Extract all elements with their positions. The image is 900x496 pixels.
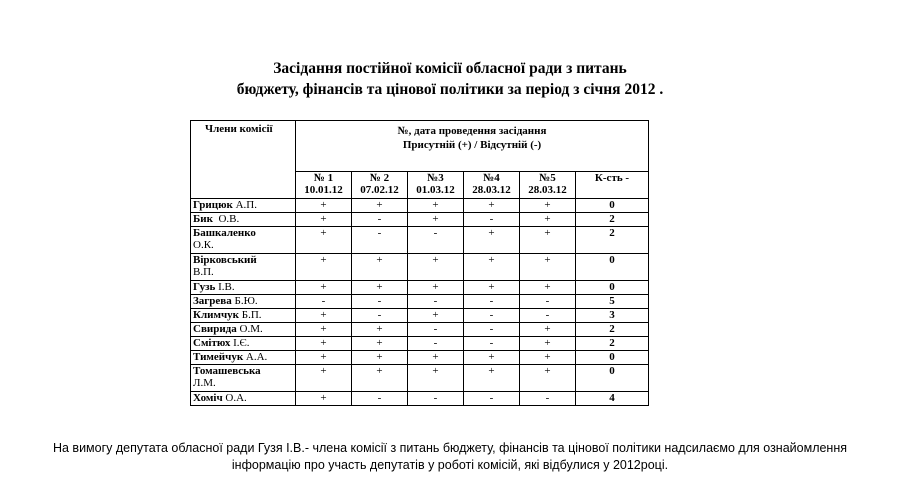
attendance-mark: + xyxy=(464,254,520,281)
attendance-mark: + xyxy=(408,351,464,365)
meeting-number: № 1 xyxy=(313,172,334,184)
attendance-mark: + xyxy=(296,351,352,365)
meeting-header-3 xyxy=(408,172,464,199)
attendance-mark: + xyxy=(520,281,576,295)
member-initials: Б.П. xyxy=(239,309,262,321)
member-name xyxy=(191,213,296,227)
table-row xyxy=(191,309,649,323)
attendance-mark: - xyxy=(520,295,576,309)
attendance-mark: + xyxy=(464,281,520,295)
member-surname: Свирида xyxy=(193,323,237,335)
absence-count: 0 xyxy=(576,281,649,295)
member-name xyxy=(191,254,296,281)
member-surname: Томашевська xyxy=(193,365,261,377)
attendance-mark: - xyxy=(408,392,464,406)
attendance-mark: - xyxy=(408,337,464,351)
absence-count: 5 xyxy=(576,295,649,309)
attendance-mark: - xyxy=(464,392,520,406)
attendance-mark: + xyxy=(520,213,576,227)
member-initials: О.К. xyxy=(193,239,214,251)
attendance-mark: + xyxy=(352,365,408,392)
member-initials: Л.М. xyxy=(193,377,216,389)
attendance-mark: + xyxy=(464,365,520,392)
table-row xyxy=(191,295,649,309)
attendance-mark: + xyxy=(352,199,408,213)
attendance-mark: + xyxy=(408,199,464,213)
absence-count: 0 xyxy=(576,254,649,281)
caption-line-2: Присутній (+) / Відсутній (-) xyxy=(402,139,542,151)
attendance-mark: - xyxy=(352,309,408,323)
absence-count: 0 xyxy=(576,199,649,213)
meeting-number: №3 xyxy=(427,172,444,184)
absence-count: 2 xyxy=(576,337,649,351)
absence-count: 0 xyxy=(576,365,649,392)
member-surname: Бик xyxy=(193,213,213,225)
footer-line-2: інформацію про участь депутатів у роботі комісій, які відбулися у 2012році. xyxy=(231,458,669,472)
attendance-mark: - xyxy=(464,323,520,337)
member-name xyxy=(191,392,296,406)
member-name xyxy=(191,227,296,254)
meeting-date: 07.02.12 xyxy=(360,184,399,196)
attendance-mark: + xyxy=(408,254,464,281)
meeting-header-4 xyxy=(464,172,520,199)
member-initials: О.М. xyxy=(236,323,263,335)
attendance-mark: + xyxy=(520,199,576,213)
absence-count: 2 xyxy=(576,213,649,227)
member-name xyxy=(191,365,296,392)
attendance-mark: + xyxy=(520,337,576,351)
table-row xyxy=(191,213,649,227)
attendance-mark: - xyxy=(352,295,408,309)
attendance-mark: + xyxy=(464,351,520,365)
attendance-mark: - xyxy=(520,309,576,323)
attendance-mark: - xyxy=(296,295,352,309)
member-surname: Смітюх xyxy=(193,337,231,349)
attendance-mark: + xyxy=(352,254,408,281)
attendance-mark: - xyxy=(520,392,576,406)
count-header: К-сть - xyxy=(576,172,649,199)
members-header: Члени комісії xyxy=(191,121,296,199)
attendance-mark: + xyxy=(296,392,352,406)
attendance-mark: + xyxy=(296,365,352,392)
member-initials: О.А. xyxy=(222,392,247,404)
attendance-mark: + xyxy=(520,323,576,337)
attendance-mark: + xyxy=(352,323,408,337)
member-name xyxy=(191,323,296,337)
member-surname: Хоміч xyxy=(193,392,223,404)
meeting-date: 10.01.12 xyxy=(304,184,343,196)
attendance-mark: - xyxy=(352,227,408,254)
member-surname: Тимейчук xyxy=(193,351,244,363)
member-name xyxy=(191,309,296,323)
attendance-mark: + xyxy=(352,281,408,295)
attendance-mark: + xyxy=(408,365,464,392)
member-surname: Загрева xyxy=(193,295,232,307)
meeting-date: 01.03.12 xyxy=(416,184,455,196)
meeting-header-1 xyxy=(296,172,352,199)
meeting-date: 28.03.12 xyxy=(472,184,511,196)
absence-count: 3 xyxy=(576,309,649,323)
attendance-mark: - xyxy=(464,337,520,351)
member-surname: Грицюк xyxy=(193,199,233,211)
member-initials: В.П. xyxy=(193,266,214,278)
attendance-mark: + xyxy=(296,227,352,254)
member-surname: Гузь xyxy=(193,281,216,293)
attendance-mark: + xyxy=(520,227,576,254)
attendance-mark: + xyxy=(520,365,576,392)
attendance-mark: + xyxy=(408,281,464,295)
member-initials: І.Є. xyxy=(230,337,250,349)
member-name xyxy=(191,199,296,213)
attendance-mark: + xyxy=(352,337,408,351)
table-row xyxy=(191,365,649,392)
member-name xyxy=(191,295,296,309)
table-row xyxy=(191,351,649,365)
footer-note xyxy=(0,440,900,474)
member-name xyxy=(191,351,296,365)
attendance-mark: + xyxy=(296,213,352,227)
document-title xyxy=(0,58,900,100)
attendance-mark: - xyxy=(464,213,520,227)
member-initials: А.А. xyxy=(243,351,268,363)
member-initials: І.В. xyxy=(215,281,235,293)
table-row xyxy=(191,323,649,337)
meeting-number: № 2 xyxy=(369,172,390,184)
attendance-mark: - xyxy=(408,295,464,309)
footer-line-1: На вимогу депутата обласної ради Гузя І.В.- члена комісії з питань бюджету, фінансів та цінової політики надсилаємо для ознайомлення xyxy=(52,441,848,455)
meeting-header-5 xyxy=(520,172,576,199)
attendance-mark: + xyxy=(296,309,352,323)
table-row xyxy=(191,227,649,254)
member-initials: О.В. xyxy=(212,213,240,225)
absence-count: 0 xyxy=(576,351,649,365)
attendance-mark: + xyxy=(352,351,408,365)
table-row xyxy=(191,281,649,295)
attendance-mark: + xyxy=(296,281,352,295)
attendance-mark: + xyxy=(464,199,520,213)
member-initials: Б.Ю. xyxy=(231,295,258,307)
table-row xyxy=(191,337,649,351)
table-row xyxy=(191,254,649,281)
meeting-date: 28.03.12 xyxy=(528,184,567,196)
attendance-mark: - xyxy=(408,323,464,337)
absence-count: 4 xyxy=(576,392,649,406)
member-surname: Вірковський xyxy=(193,254,257,266)
attendance-mark: - xyxy=(464,309,520,323)
title-line-2: бюджету, фінансів та цінової політики за період з січня 2012 . xyxy=(236,81,664,98)
member-name xyxy=(191,337,296,351)
attendance-mark: + xyxy=(408,309,464,323)
member-initials: А.П. xyxy=(232,199,257,211)
attendance-mark: + xyxy=(296,254,352,281)
absence-count: 2 xyxy=(576,227,649,254)
attendance-table xyxy=(190,120,649,406)
title-line-1: Засідання постійної комісії обласної ради з питань xyxy=(273,60,627,77)
member-surname: Башкаленко xyxy=(193,227,256,239)
attendance-mark: + xyxy=(520,254,576,281)
caption-line-1: №, дата проведення засідання xyxy=(397,125,547,137)
meeting-number: №4 xyxy=(483,172,500,184)
meetings-caption xyxy=(296,121,649,172)
attendance-mark: + xyxy=(520,351,576,365)
attendance-mark: + xyxy=(296,323,352,337)
attendance-mark: - xyxy=(352,213,408,227)
attendance-mark: - xyxy=(352,392,408,406)
table-row xyxy=(191,392,649,406)
attendance-mark: + xyxy=(296,337,352,351)
member-surname: Климчук xyxy=(193,309,240,321)
meeting-number: №5 xyxy=(539,172,556,184)
meeting-header-2 xyxy=(352,172,408,199)
table-row xyxy=(191,199,649,213)
member-name xyxy=(191,281,296,295)
attendance-mark: + xyxy=(296,199,352,213)
absence-count: 2 xyxy=(576,323,649,337)
attendance-mark: - xyxy=(464,295,520,309)
attendance-mark: + xyxy=(408,213,464,227)
attendance-mark: + xyxy=(464,227,520,254)
attendance-mark: - xyxy=(408,227,464,254)
